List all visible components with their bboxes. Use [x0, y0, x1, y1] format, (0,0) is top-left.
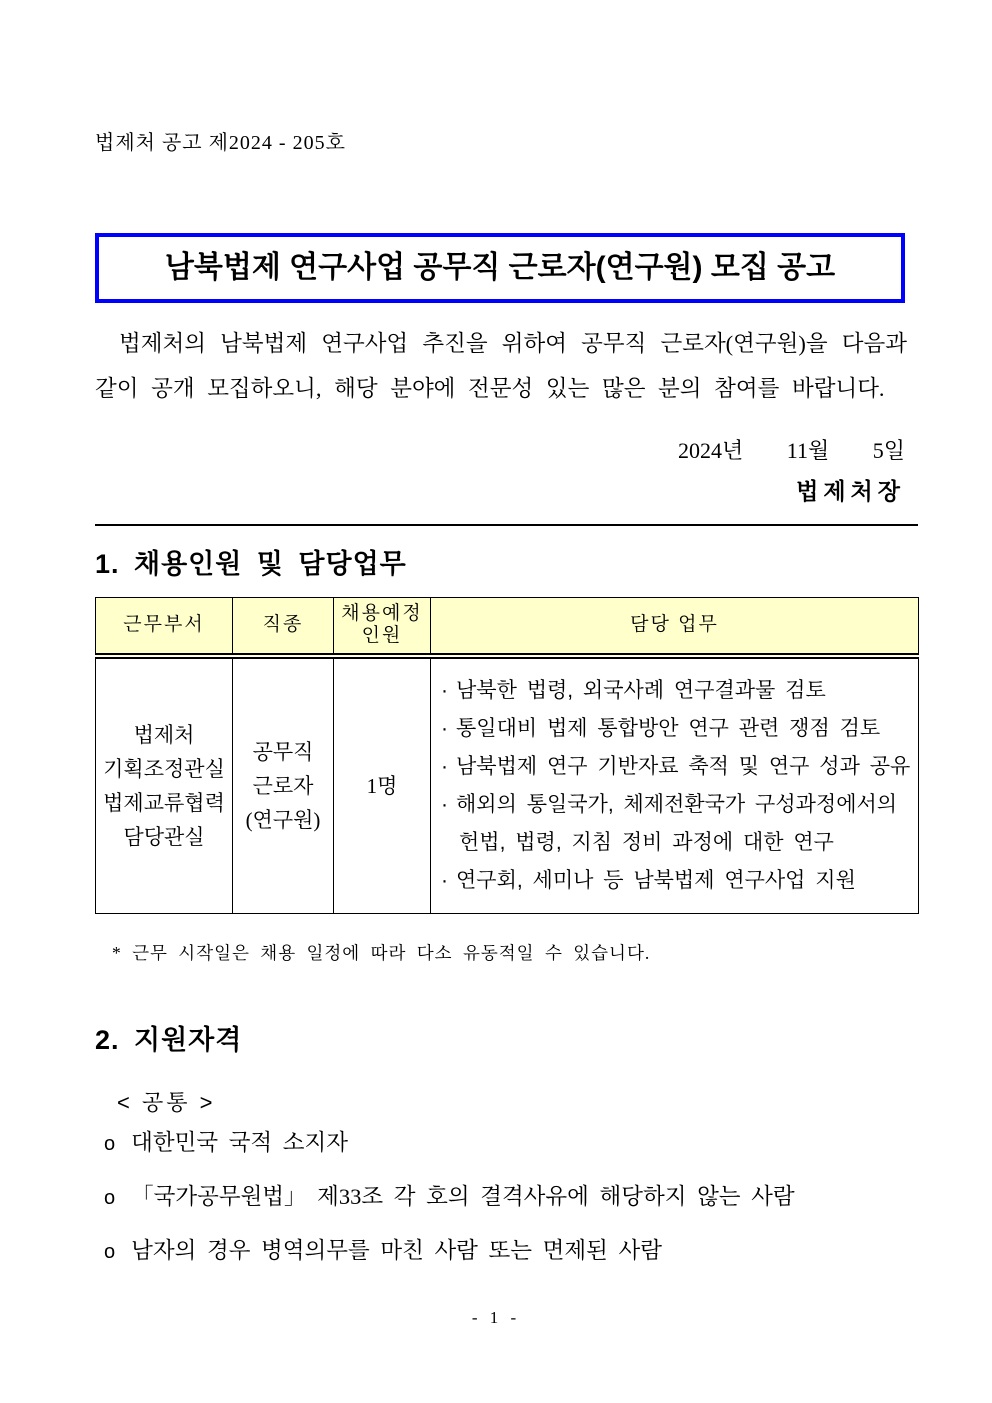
- dot-bullet-icon: ·: [441, 678, 448, 702]
- duty-item: · 남북법제 연구 기반자료 축적 및 연구 성과 공유: [441, 754, 911, 778]
- list-item: o 남자의 경우 병역의무를 마친 사람 또는 면제된 사람: [104, 1238, 662, 1263]
- cell-job: 공무직 근로자 (연구원): [233, 656, 334, 914]
- col-header-dept: 근무부서: [96, 598, 233, 656]
- cell-dept: 법제처 기획조정관실 법제교류협력 담당관실: [96, 656, 233, 914]
- duty-item: · 해외의 통일국가, 체제전환국가 구성과정에서의 헌법, 법령, 지침 정비 과정에 대한 연구: [441, 792, 898, 854]
- title-box: [95, 233, 905, 303]
- qualification-list: [104, 1128, 934, 1290]
- section2-heading: 2. 지원자격: [95, 1025, 243, 1055]
- footnote: * 근무 시작일은 채용 일정에 따라 다소 유동적일 수 있습니다.: [112, 943, 651, 963]
- list-item: o 대한민국 국적 소지자: [104, 1130, 348, 1155]
- date-year: 2024년: [678, 438, 744, 463]
- page-number: - 1 -: [471, 1308, 521, 1327]
- circle-bullet-icon: o: [104, 1241, 116, 1263]
- announcement-number: 법제처 공고 제2024 - 205호: [95, 132, 346, 154]
- hiring-table: [95, 597, 919, 914]
- section1-heading: 1. 채용인원 및 담당업무: [95, 549, 407, 579]
- common-group-label: < 공통 >: [117, 1090, 216, 1115]
- col-header-headcount: 채용예정 인원: [334, 598, 431, 656]
- date-line: [95, 434, 905, 465]
- col-header-job: 직종: [233, 598, 334, 656]
- date-month: 11월: [786, 438, 830, 463]
- intro-paragraph: 법제처의 남북법제 연구사업 추진을 위하여 공무직 근로자(연구원)을 다음과 같이 공개 모집하오니, 해당 분야에 전문성 있는 많은 분의 참여를 바랍니다.: [95, 331, 907, 401]
- duty-item: · 통일대비 법제 통합방안 연구 관련 쟁점 검토: [441, 716, 881, 740]
- page-title: 남북법제 연구사업 공무직 근로자(연구원) 모집 공고: [164, 251, 836, 284]
- dot-bullet-icon: ·: [441, 792, 448, 816]
- signer-title: 법제처장: [796, 479, 905, 504]
- cell-headcount: 1명: [334, 656, 431, 914]
- dot-bullet-icon: ·: [441, 868, 448, 892]
- divider-line: [95, 524, 918, 526]
- circle-bullet-icon: o: [104, 1187, 116, 1209]
- table-header-row: [96, 598, 919, 656]
- duty-item: · 남북한 법령, 외국사례 연구결과물 검토: [441, 678, 826, 702]
- list-item: o 「국가공무원법」 제33조 각 호의 결격사유에 해당하지 않는 사람: [104, 1184, 795, 1209]
- dot-bullet-icon: ·: [441, 716, 448, 740]
- duty-item: · 연구회, 세미나 등 남북법제 연구사업 지원: [441, 868, 856, 892]
- circle-bullet-icon: o: [104, 1133, 116, 1155]
- col-header-duties: 담당 업무: [431, 598, 919, 656]
- table-row: [96, 656, 919, 914]
- dot-bullet-icon: ·: [441, 754, 448, 778]
- cell-duties: [431, 656, 919, 914]
- date-day: 5일: [872, 438, 905, 463]
